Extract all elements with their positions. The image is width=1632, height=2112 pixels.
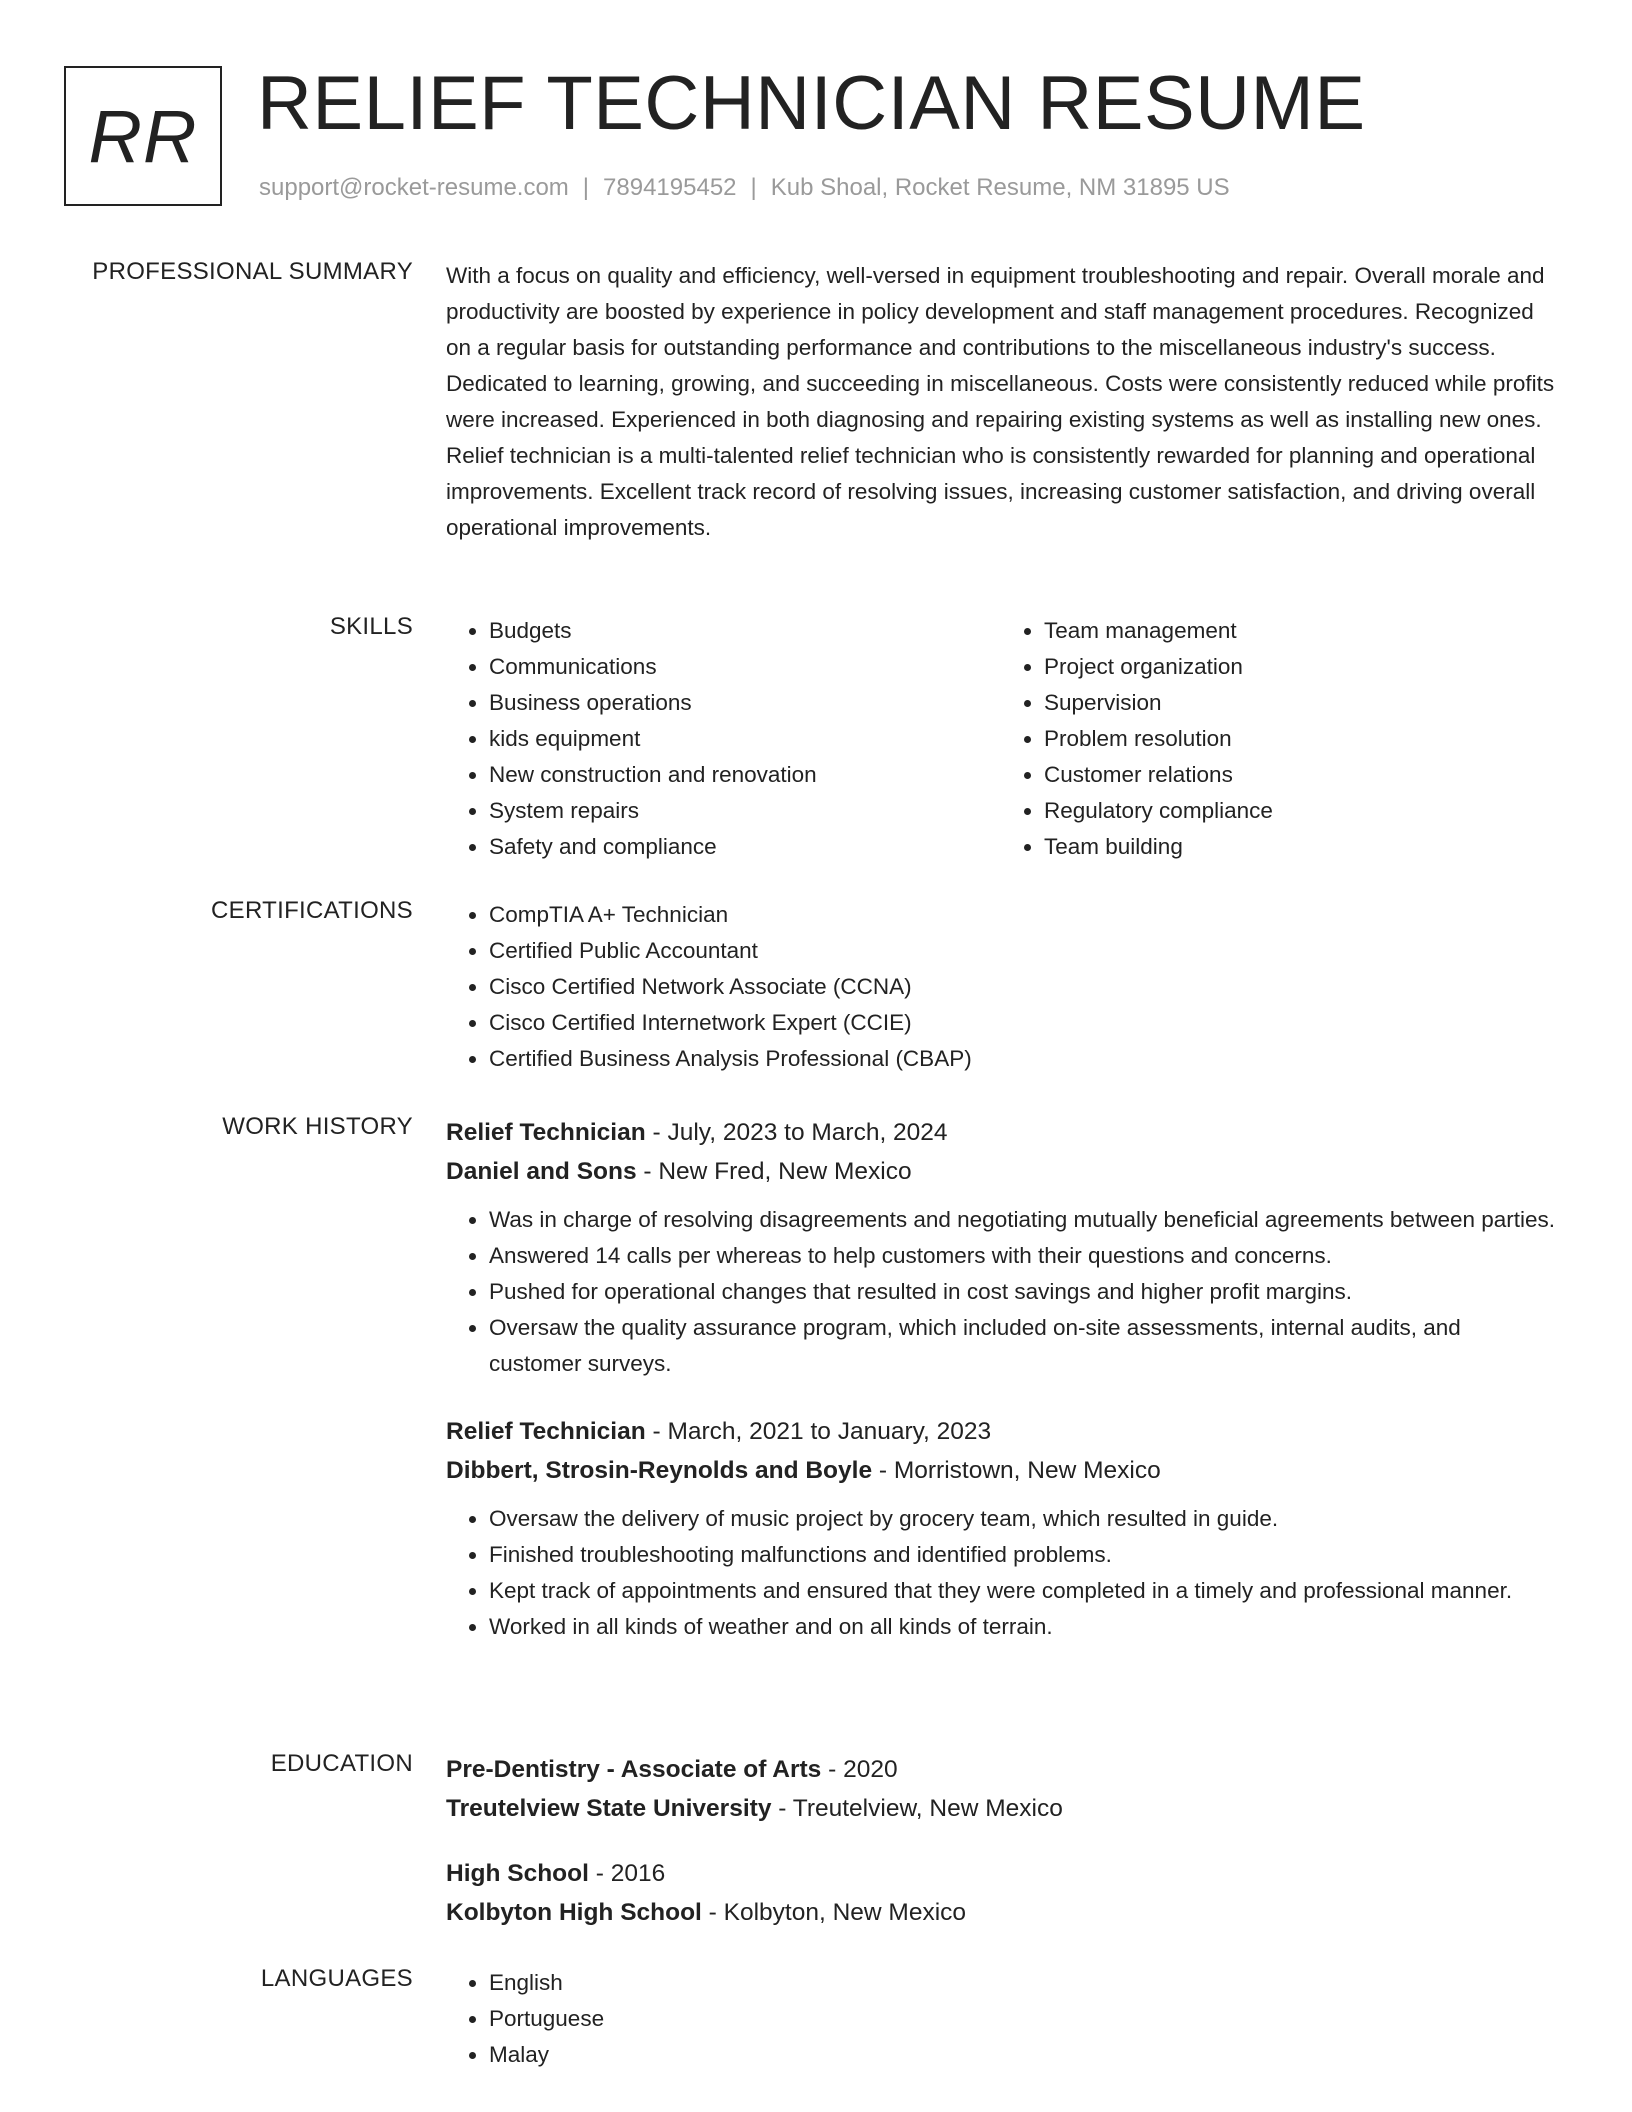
section-label-skills: SKILLS bbox=[329, 613, 413, 640]
certifications-list bbox=[446, 897, 1556, 1077]
skill-item: • Project organization bbox=[1044, 649, 1556, 685]
job-title: Relief Technician bbox=[446, 1418, 646, 1445]
languages-list bbox=[446, 1965, 1556, 2073]
skill-item: • Supervision bbox=[1044, 685, 1556, 721]
section-label-summary: PROFESSIONAL SUMMARY bbox=[92, 258, 413, 285]
job-dates: - March, 2021 to January, 2023 bbox=[645, 1418, 992, 1445]
contact-phone: 7894195452 bbox=[603, 174, 737, 201]
education-degree-line bbox=[446, 1854, 1556, 1893]
section-label-languages: LANGUAGES bbox=[260, 1965, 413, 1992]
skill-item: • Communications bbox=[489, 649, 1001, 685]
skill-item: • Team building bbox=[1044, 829, 1556, 865]
summary-body bbox=[446, 258, 1556, 546]
job-bullet: • Finished troubleshooting malfunctions and identified problems. bbox=[489, 1537, 1556, 1573]
job-location: - New Fred, New Mexico bbox=[636, 1158, 912, 1185]
certification-item: • CompTIA A+ Technician bbox=[489, 897, 1556, 933]
work-history-body bbox=[446, 1113, 1556, 1675]
summary-text: With a focus on quality and efficiency, well-versed in equipment troubleshooting and repair. Overall morale and productivity are boosted by experience in policy development and staff management procedures. Recognized on a regular basis for outstanding performance and contributions to the miscellaneous industry's success. Dedicated to learning, growing, and succeeding in miscellaneous. Costs were consistently reduced while profits were increased. Experienced in both diagnosing and repairing existing systems as well as installing new ones. Relief technician is a multi-talented relief technician who is consistently rewarded for planning and operational improvements. Excellent track record of resolving issues, increasing customer satisfaction, and driving overall operational improvements. bbox=[446, 263, 1555, 540]
certification-item: • Certified Public Accountant bbox=[489, 933, 1556, 969]
skill-item: • Customer relations bbox=[1044, 757, 1556, 793]
education-location: - Kolbyton, New Mexico bbox=[701, 1899, 967, 1926]
job-bullets bbox=[446, 1501, 1556, 1645]
monogram-text: RR bbox=[88, 94, 198, 178]
education-year: - 2016 bbox=[588, 1860, 666, 1887]
education-school-line bbox=[446, 1893, 1556, 1932]
job-bullet: • Pushed for operational changes that resulted in cost savings and higher profit margins. bbox=[489, 1274, 1556, 1310]
job-bullet: • Oversaw the quality assurance program, which included on-site assessments, internal audits, and customer surveys. bbox=[489, 1310, 1556, 1382]
skill-item: • System repairs bbox=[489, 793, 1001, 829]
job-company-line bbox=[446, 1152, 1556, 1191]
skills-body bbox=[446, 613, 1556, 865]
language-item: • English bbox=[489, 1965, 1556, 2001]
job-bullet: • Oversaw the delivery of music project by grocery team, which resulted in guide. bbox=[489, 1501, 1556, 1537]
certifications-body bbox=[446, 897, 1556, 1077]
skill-item: • kids equipment bbox=[489, 721, 1001, 757]
job-company: Dibbert, Strosin-Reynolds and Boyle bbox=[446, 1457, 873, 1484]
resume-header bbox=[64, 61, 1564, 216]
skill-item: • Budgets bbox=[489, 613, 1001, 649]
skill-item: • Problem resolution bbox=[1044, 721, 1556, 757]
job-bullets bbox=[446, 1202, 1556, 1382]
education-school: Kolbyton High School bbox=[446, 1899, 702, 1926]
skill-item: • Safety and compliance bbox=[489, 829, 1001, 865]
certification-item: • Certified Business Analysis Professional (CBAP) bbox=[489, 1041, 1556, 1077]
education-location: - Treutelview, New Mexico bbox=[771, 1795, 1063, 1822]
section-label-certifications: CERTIFICATIONS bbox=[211, 897, 413, 924]
contact-email: support@rocket-resume.com bbox=[259, 174, 569, 201]
job-entry bbox=[446, 1113, 1556, 1382]
skill-item: • Regulatory compliance bbox=[1044, 793, 1556, 829]
contact-address: Kub Shoal, Rocket Resume, NM 31895 US bbox=[770, 174, 1230, 201]
education-degree: High School bbox=[446, 1860, 589, 1887]
contact-separator: | bbox=[582, 174, 590, 201]
contact-line bbox=[259, 174, 1230, 202]
resume-title: RELIEF TECHNICIAN RESUME bbox=[257, 61, 1366, 146]
language-item: • Portuguese bbox=[489, 2001, 1556, 2037]
language-item: • Malay bbox=[489, 2037, 1556, 2073]
job-location: - Morristown, New Mexico bbox=[872, 1457, 1161, 1484]
section-label-education: EDUCATION bbox=[270, 1750, 413, 1777]
job-bullet: • Worked in all kinds of weather and on all kinds of terrain. bbox=[489, 1609, 1556, 1645]
education-year: - 2020 bbox=[821, 1756, 898, 1783]
job-company: Daniel and Sons bbox=[446, 1158, 637, 1185]
skill-item: • Business operations bbox=[489, 685, 1001, 721]
skills-list-right bbox=[1001, 613, 1556, 865]
certification-item: • Cisco Certified Internetwork Expert (CCIE) bbox=[489, 1005, 1556, 1041]
monogram-logo bbox=[64, 66, 222, 206]
job-dates: - July, 2023 to March, 2024 bbox=[645, 1119, 948, 1146]
education-school: Treutelview State University bbox=[446, 1795, 772, 1822]
job-bullet: • Was in charge of resolving disagreements and negotiating mutually beneficial agreements between parties. bbox=[489, 1202, 1556, 1238]
job-bullet: • Answered 14 calls per whereas to help customers with their questions and concerns. bbox=[489, 1238, 1556, 1274]
skill-item: • Team management bbox=[1044, 613, 1556, 649]
contact-separator: | bbox=[750, 174, 757, 201]
job-bullet: • Kept track of appointments and ensured that they were completed in a timely and professional manner. bbox=[489, 1573, 1556, 1609]
education-degree-line bbox=[446, 1750, 1556, 1789]
job-title-line bbox=[446, 1113, 1556, 1152]
job-company-line bbox=[446, 1451, 1556, 1490]
skill-item: • New construction and renovation bbox=[489, 757, 1001, 793]
section-label-work-history: WORK HISTORY bbox=[222, 1113, 413, 1140]
languages-body bbox=[446, 1965, 1556, 2073]
skills-list-left bbox=[446, 613, 1001, 865]
education-degree: Pre-Dentistry - Associate of Arts bbox=[446, 1756, 822, 1783]
certification-item: • Cisco Certified Network Associate (CCNA) bbox=[489, 969, 1556, 1005]
job-entry bbox=[446, 1412, 1556, 1645]
job-title: Relief Technician bbox=[446, 1119, 646, 1146]
education-body bbox=[446, 1750, 1556, 1958]
job-title-line bbox=[446, 1412, 1556, 1451]
education-entry bbox=[446, 1854, 1556, 1932]
education-entry bbox=[446, 1750, 1556, 1828]
education-school-line bbox=[446, 1789, 1556, 1828]
